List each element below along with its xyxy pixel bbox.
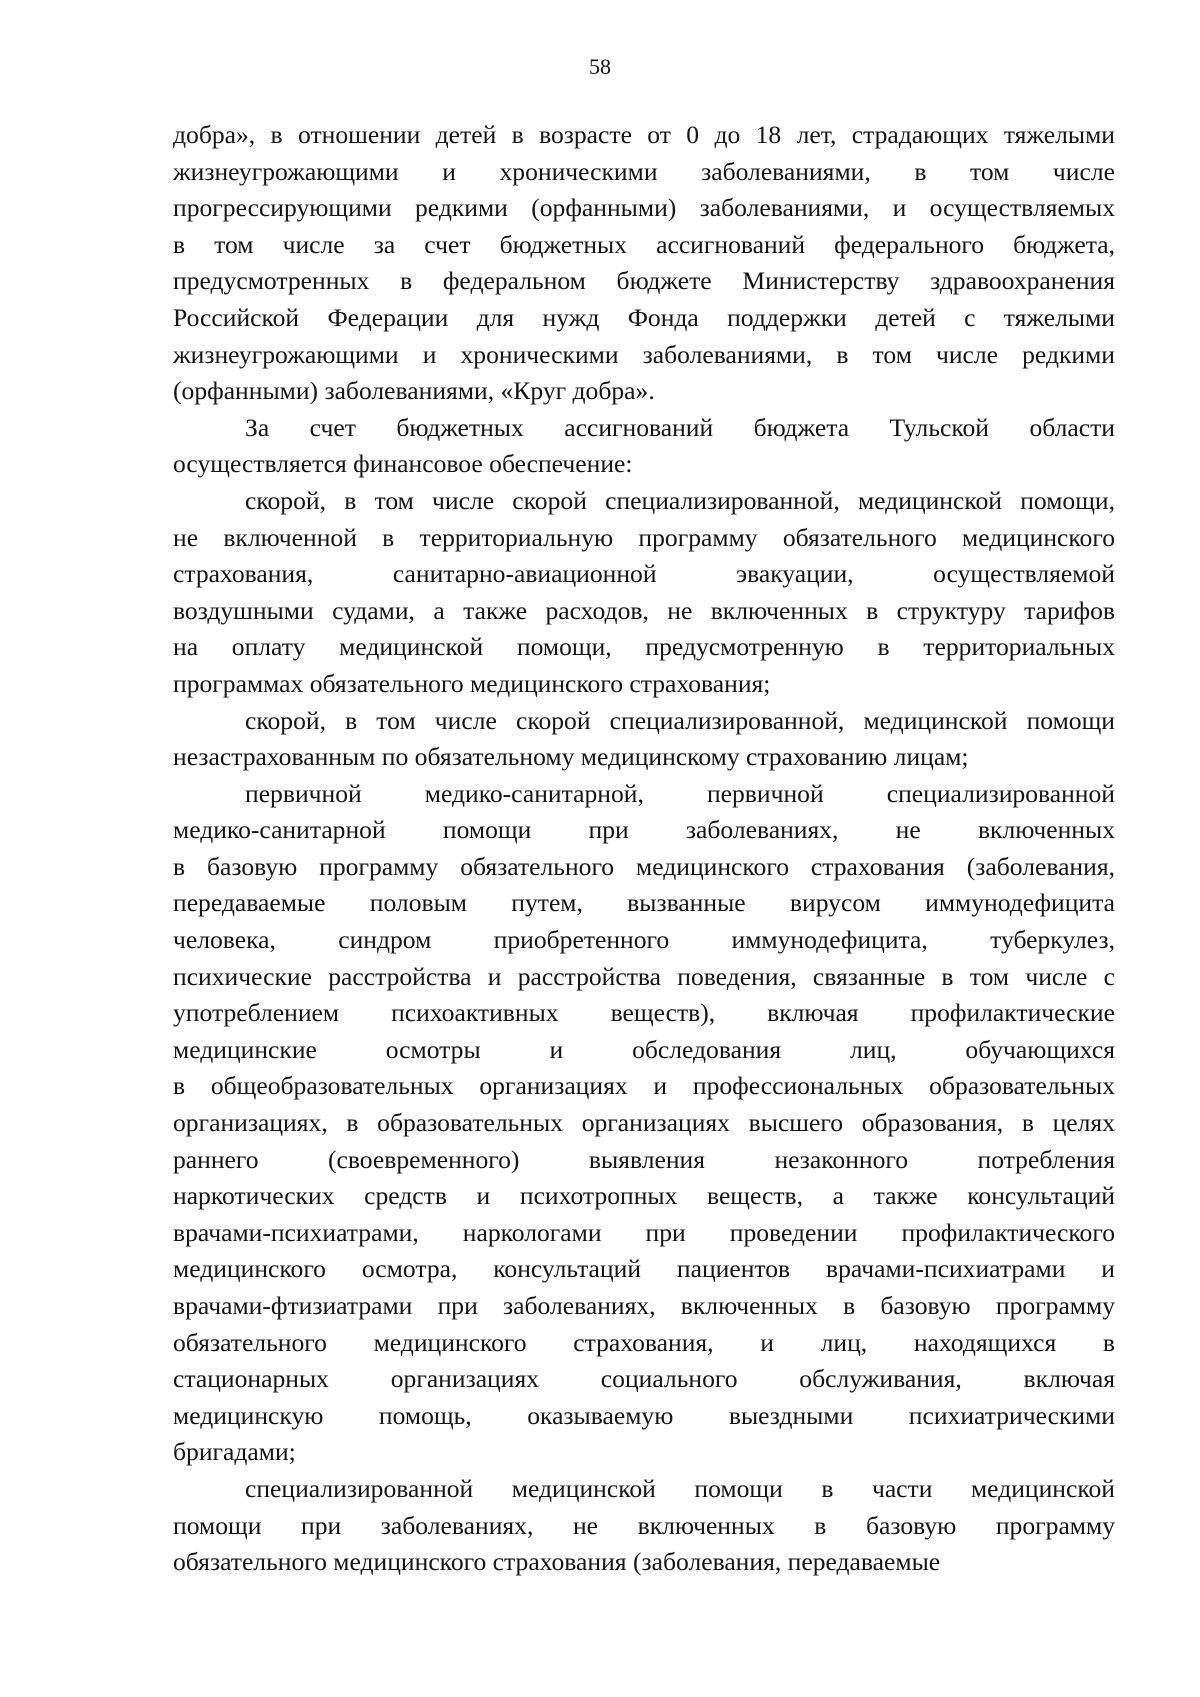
text-line: в базовую программу обязательного медицинского страхования (заболевания,	[173, 851, 1115, 881]
text-line: скорой, в том числе скорой специализированной, медицинской помощи,	[245, 485, 1115, 515]
text-line: незастрахованным по обязательному медицинскому страхованию лицам;	[173, 742, 969, 772]
paragraph	[173, 1471, 1115, 1581]
text-line: Российской Федерации для нужд Фонда поддержки детей с тяжелыми	[173, 302, 1115, 332]
text-line: бригадами;	[173, 1437, 296, 1467]
text-line: прогрессирующими редкими (орфанными) заболеваниями, и осуществляемых	[173, 193, 1115, 223]
text-line: медицинского осмотра, консультаций пациентов врачами-психиатрами и	[173, 1254, 1115, 1284]
text-line: страхования, санитарно-авиационной эвакуации, осуществляемой	[173, 559, 1115, 589]
text-line: жизнеугрожающими и хроническими заболеваниями, в том числе редкими	[173, 339, 1115, 369]
paragraph	[173, 776, 1115, 1471]
text-line: передаваемые половым путем, вызванные вирусом иммунодефицита	[173, 888, 1115, 918]
text-line: человека, синдром приобретенного иммунодефицита, туберкулез,	[173, 925, 1115, 955]
page-number: 58	[589, 54, 611, 79]
text-line: организациях, в образовательных организациях высшего образования, в целях	[173, 1108, 1115, 1138]
text-line: стационарных организациях социального обслуживания, включая	[173, 1364, 1115, 1394]
text-line: За счет бюджетных ассигнований бюджета Тульской области	[245, 412, 1115, 442]
paragraph	[173, 117, 1115, 410]
text-line: в том числе за счет бюджетных ассигнований федерального бюджета,	[173, 229, 1115, 259]
text-line: употреблением психоактивных веществ), включая профилактические	[173, 998, 1115, 1028]
text-line: раннего (своевременного) выявления незаконного потребления	[173, 1144, 1115, 1174]
text-line: наркотических средств и психотропных веществ, а также консультаций	[173, 1181, 1115, 1211]
text-line: на оплату медицинской помощи, предусмотренную в территориальных	[173, 632, 1115, 662]
text-line: воздушными судами, а также расходов, не включенных в структуру тарифов	[173, 595, 1115, 625]
text-line: скорой, в том числе скорой специализированной, медицинской помощи	[245, 705, 1115, 735]
text-line: жизнеугрожающими и хроническими заболеваниями, в том числе	[173, 156, 1115, 186]
text-line: предусмотренных в федеральном бюджете Министерству здравоохранения	[173, 266, 1115, 296]
text-line: медико-санитарной помощи при заболеваниях, не включенных	[173, 815, 1115, 845]
text-line: программах обязательного медицинского страхования;	[173, 668, 771, 698]
text-line: психические расстройства и расстройства поведения, связанные в том числе с	[173, 961, 1115, 991]
text-line: обязательного медицинского страхования (заболевания, передаваемые	[173, 1547, 941, 1577]
text-line: специализированной медицинской помощи в части медицинской	[245, 1473, 1115, 1503]
text-line: добра», в отношении детей в возрасте от 0 до 18 лет, страдающих тяжелыми	[173, 120, 1115, 149]
text-line: медицинские осмотры и обследования лиц, обучающихся	[173, 1034, 1115, 1064]
paragraph	[173, 483, 1115, 703]
paragraph	[173, 410, 1115, 483]
text-line: осуществляется финансовое обеспечение:	[173, 449, 633, 479]
paragraph	[173, 703, 1115, 776]
text-line: не включенной в территориальную программу обязательного медицинского	[173, 522, 1115, 552]
text-line: врачами-фтизиатрами при заболеваниях, включенных в базовую программу	[173, 1291, 1115, 1320]
text-line: медицинскую помощь, оказываемую выездными психиатрическими	[173, 1400, 1115, 1430]
text-line: помощи при заболеваниях, не включенных в базовую программу	[173, 1510, 1115, 1540]
text-line: обязательного медицинского страхования, и лиц, находящихся в	[173, 1327, 1115, 1357]
text-line: в общеобразовательных организациях и профессиональных образовательных	[173, 1071, 1115, 1101]
text-line: первичной медико-санитарной, первичной специализированной	[245, 778, 1115, 808]
document-body	[173, 117, 1115, 1581]
text-line: (орфанными) заболеваниями, «Круг добра».	[173, 376, 655, 406]
text-line: врачами-психиатрами, наркологами при проведении профилактического	[173, 1217, 1115, 1247]
